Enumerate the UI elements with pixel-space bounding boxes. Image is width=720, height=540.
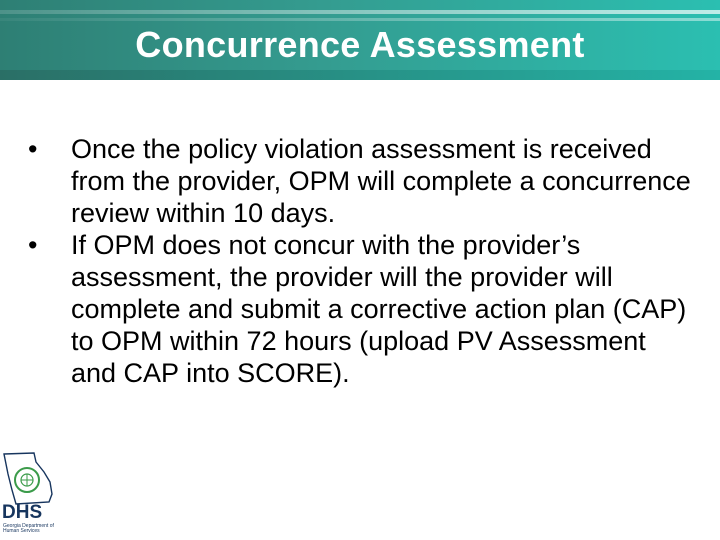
bullet-text: If OPM does not concur with the provider’s assessment, the provider will the provider will complete and submit a corrective action plan (CAP) to OPM within 72 hours (upload PV Assessment and CAP into SCORE). [71,230,687,388]
title-banner [0,0,720,80]
banner-stripe-top [0,10,720,14]
bullet-dot: • [28,134,38,164]
banner-bottom-band [0,70,720,80]
logo-acronym: DHS [2,502,43,523]
bullet-list [28,133,698,389]
bullet-text: Once the policy violation assessment is received from the provider, OPM will complete a concurrence review within 10 days. [71,134,691,228]
bullet-item [28,133,698,229]
dhs-logo [0,450,60,540]
bullet-item [28,229,698,389]
banner-stripe-secondary [0,18,720,21]
slide-title: Concurrence Assessment [135,24,585,65]
logo-subtext: Georgia Department of Human Services [3,523,54,534]
bullet-dot: • [28,230,38,260]
georgia-state-map-icon [0,450,60,506]
